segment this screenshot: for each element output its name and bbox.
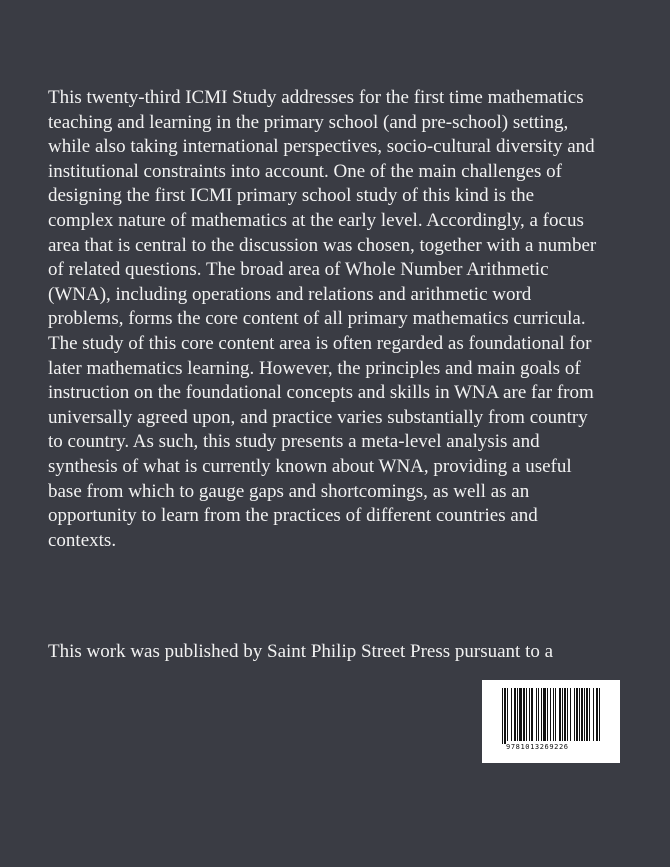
isbn-number: 9781013269226 [506,743,569,751]
description-paragraph [48,86,628,553]
barcode-bar [553,688,554,741]
barcode-bar [526,688,527,741]
description-line: area that is central to the discussion was chosen, together with a number [48,234,597,256]
barcode-bar [517,688,518,741]
barcode-bar [541,688,542,741]
description-line: teaching and learning in the primary school (and pre-school) setting, [48,111,569,133]
barcode-bar [523,688,525,741]
description-line: base from which to gauge gaps and shortcomings, as well as an [48,480,530,502]
barcode-bar [596,688,598,741]
description-line: of related questions. The broad area of Whole Number Arithmetic [48,259,549,281]
description-line: This twenty-third ICMI Study addresses for the first time mathematics [48,87,584,108]
barcode-bar [593,688,594,741]
barcode-bar [543,688,546,741]
barcode-bar [586,688,588,741]
barcode-bar [574,688,575,741]
barcode-bar [531,688,533,741]
barcode-bar [519,688,522,741]
barcode-bar [511,688,512,741]
barcode-bar [550,688,551,741]
barcode-bar [570,688,571,741]
barcode-bar [579,688,580,741]
barcode-bar [555,688,556,741]
barcode-bar [507,688,508,741]
isbn-barcode [482,680,620,763]
description-line: universally agreed upon, and practice varies substantially from country [48,406,588,428]
barcode-bar [599,688,600,741]
description-line: institutional constraints into account. One of the main challenges of [48,160,562,182]
barcode-bar [559,688,561,741]
description-line: later mathematics learning. However, the principles and main goals of [48,357,581,379]
description-line: while also taking international perspectives, socio-cultural diversity and [48,136,595,158]
barcode-bar [562,688,563,741]
barcode-bar [502,688,503,744]
description-line: complex nature of mathematics at the early level. Accordingly, a focus [48,209,584,231]
description-line: designing the first ICMI primary school study of this kind is the [48,185,535,207]
barcode-bar [514,688,516,741]
barcode-bar [504,688,506,744]
barcode-bar [589,688,590,741]
description-line: opportunity to learn from the practices of different countries and [48,505,538,527]
barcode-bar [584,688,585,741]
barcode-bar [564,688,566,741]
barcode-bar [538,688,539,741]
description-line: synthesis of what is currently known about WNA, providing a useful [48,455,572,477]
description-line: (WNA), including operations and relations and arithmetic word [48,283,532,305]
barcode-bar [529,688,530,741]
description-line: The study of this core content area is often regarded as foundational for [48,332,592,354]
description-line: problems, forms the core content of all primary mathematics curricula. [48,308,586,330]
description-line: to country. As such, this study presents a meta-level analysis and [48,431,540,453]
barcode-bar [547,688,548,741]
barcode-bar [567,688,568,741]
barcode-bar [576,688,578,741]
description-line: instruction on the foundational concepts and skills in WNA are far from [48,382,594,404]
barcode-bar [581,688,583,741]
barcode-bar [536,688,537,741]
publisher-note: This work was published by Saint Philip Street Press pursuant to a [48,641,554,662]
description-line: contexts. [48,529,117,551]
